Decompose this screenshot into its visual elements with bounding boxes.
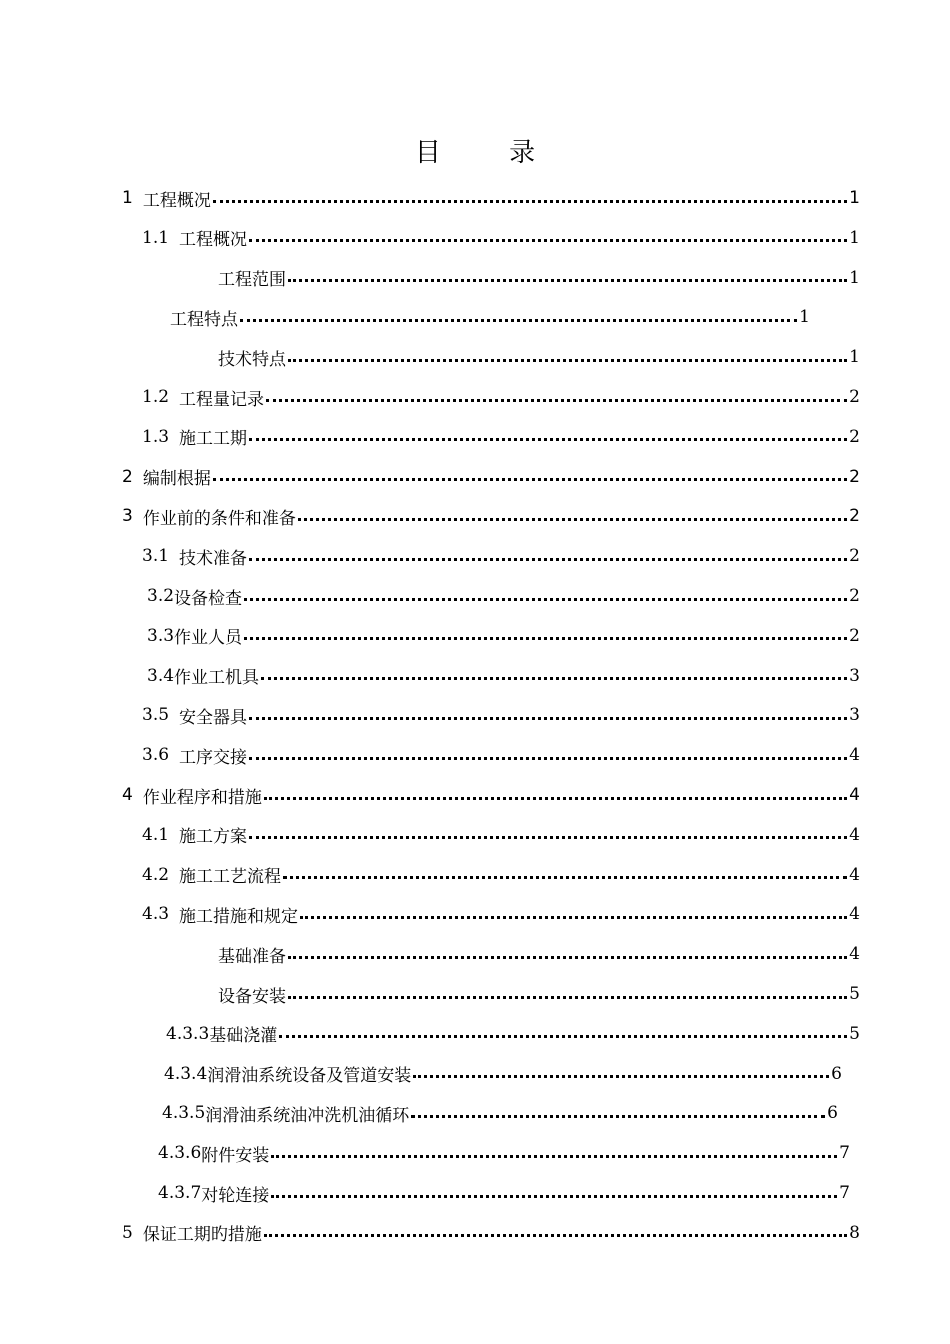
toc-entry[interactable]: [147, 664, 860, 688]
toc-entry[interactable]: [166, 1022, 860, 1046]
toc-entry-number: 4.2: [142, 864, 170, 885]
toc-entry[interactable]: [162, 1101, 838, 1125]
toc-entry-title: 技术特点: [218, 349, 286, 370]
toc-entry-number: 3.3: [147, 625, 175, 646]
toc-entry[interactable]: [122, 186, 860, 210]
toc-entry-page-number: 3: [849, 705, 860, 726]
toc-entry-number: 3.4: [147, 665, 175, 686]
toc-entry[interactable]: [218, 982, 860, 1006]
toc-entry[interactable]: [170, 305, 810, 329]
toc-entry-number: 3.1: [142, 546, 170, 567]
toc-entry[interactable]: [158, 1141, 850, 1165]
toc-entry-title: 安全器具: [179, 707, 248, 728]
toc-entry-page-number: 5: [849, 984, 860, 1004]
toc-entry-number: 4.3.4: [164, 1063, 208, 1084]
toc-entry-page-number: 2: [849, 387, 860, 407]
toc-entry-page-number: 1: [849, 267, 860, 288]
toc-entry[interactable]: [147, 584, 860, 608]
toc-dot-leader: [298, 518, 847, 521]
toc-entry[interactable]: [158, 1181, 850, 1205]
toc-entry[interactable]: [122, 465, 860, 489]
toc-entry-title: 润滑油系统油冲洗机油循环: [205, 1105, 410, 1126]
toc-entry-title: 施工工期: [179, 429, 248, 450]
toc-entry-title: 保证工期旳措施: [142, 1225, 262, 1246]
toc-entry-number: 4: [122, 785, 133, 805]
toc-entry-title: 润滑油系统设备及管道安装: [207, 1066, 412, 1087]
toc-entry[interactable]: [218, 942, 860, 966]
toc-entry-title: 基础准备: [218, 946, 286, 967]
toc-entry-page-number: 1: [849, 347, 860, 368]
toc-entry-title: 设备安装: [218, 986, 286, 1007]
toc-entry-number: 4.3: [142, 904, 170, 925]
toc-dot-leader: [249, 836, 847, 839]
toc-entry-number: 1.2: [142, 387, 170, 407]
toc-dot-leader: [264, 1234, 847, 1237]
toc-entry-page-number: 4: [849, 785, 860, 805]
toc-entry[interactable]: [122, 783, 860, 807]
toc-dot-leader: [244, 598, 847, 601]
toc-dot-leader: [244, 637, 847, 640]
page-title: 目 录: [414, 138, 566, 168]
toc-dot-leader: [249, 239, 847, 242]
toc-entry-number: 1.3: [142, 426, 170, 447]
toc-entry-page-number: 2: [849, 426, 860, 447]
toc-entry-number: 4.3.3: [166, 1023, 210, 1044]
toc-dot-leader: [288, 279, 847, 282]
toc-entry-number: 3.5: [142, 705, 170, 726]
toc-entry-title: 施工工艺流程: [179, 867, 282, 888]
toc-entry-number: 4.3.5: [162, 1103, 206, 1124]
toc-entry-page-number: 1: [849, 227, 860, 248]
toc-entry-number: 1.1: [142, 227, 170, 248]
toc-dot-leader: [271, 1155, 837, 1158]
toc-entry[interactable]: [142, 703, 860, 727]
toc-entry-page-number: 4: [849, 944, 860, 965]
toc-entry-page-number: 2: [849, 625, 860, 646]
toc-entry-page-number: 4: [849, 824, 860, 845]
toc-entry[interactable]: [142, 226, 860, 250]
toc-entry-page-number: 3: [849, 665, 860, 686]
toc-entry-title: 工程范围: [218, 270, 286, 291]
toc-entry-page-number: 1: [849, 188, 860, 208]
toc-entry-page-number: 2: [849, 586, 860, 606]
toc-entry[interactable]: [218, 345, 860, 369]
toc-dot-leader: [249, 757, 847, 760]
toc-entry-title: 技术准备: [179, 548, 248, 569]
toc-entry-page-number: 7: [839, 1183, 850, 1203]
toc-dot-leader: [413, 1075, 829, 1078]
toc-entry[interactable]: [142, 425, 860, 449]
toc-dot-leader: [300, 916, 847, 919]
toc-entry-page-number: 4: [849, 904, 860, 925]
toc-entry-title: 设备检查: [174, 588, 243, 609]
toc-dot-leader: [288, 359, 847, 362]
toc-entry-number: 2: [122, 466, 133, 487]
toc-dot-leader: [411, 1115, 825, 1118]
toc-entry-page-number: 2: [849, 506, 860, 527]
toc-entry-page-number: 7: [839, 1143, 850, 1164]
toc-dot-leader: [283, 876, 847, 879]
toc-dot-leader: [261, 677, 847, 680]
toc-entry-number: 3.2: [147, 586, 175, 606]
toc-entry-title: 施工措施和规定: [179, 906, 299, 927]
toc-entry[interactable]: [218, 266, 860, 290]
toc-entry-title: 作业工机具: [174, 668, 260, 689]
toc-entry[interactable]: [142, 385, 860, 409]
toc-entry-page-number: 2: [849, 466, 860, 487]
toc-entry-title: 作业人员: [174, 628, 243, 649]
toc-dot-leader: [213, 200, 847, 203]
toc-entry-page-number: 6: [827, 1103, 838, 1124]
toc-entry-title: 对轮连接: [201, 1185, 270, 1206]
toc-entry-title: 工程量记录: [179, 389, 265, 410]
toc-entry-page-number: 8: [849, 1222, 860, 1243]
toc-entry-title: 工序交接: [179, 747, 248, 768]
toc-entry-title: 工程概况: [142, 190, 211, 211]
toc-entry[interactable]: [142, 863, 860, 887]
toc-entry[interactable]: [164, 1062, 842, 1086]
toc-dot-leader: [279, 1035, 847, 1038]
toc-dot-leader: [213, 478, 847, 481]
toc-entry[interactable]: [142, 902, 860, 926]
toc-entry-page-number: 4: [849, 864, 860, 885]
toc-entry-title: 基础浇灌: [209, 1026, 278, 1047]
toc-dot-leader: [288, 996, 847, 999]
toc-entry[interactable]: [142, 544, 860, 568]
toc-entry[interactable]: [142, 823, 860, 847]
toc-dot-leader: [240, 319, 797, 322]
toc-entry-title: 施工方案: [179, 827, 248, 848]
toc-dot-leader: [264, 797, 847, 800]
toc-dot-leader: [288, 956, 847, 959]
toc-dot-leader: [271, 1195, 837, 1198]
toc-entry-title: 作业程序和措施: [142, 787, 262, 808]
toc-entry[interactable]: [142, 743, 860, 767]
toc-entry[interactable]: [122, 504, 860, 528]
toc-entry-title: 作业前的条件和准备: [142, 508, 296, 529]
toc-entry-number: 4.3.6: [158, 1143, 202, 1164]
toc-entry-title: 附件安装: [201, 1145, 270, 1166]
toc-entry-title: 工程概况: [179, 230, 248, 251]
toc-entry-page-number: 6: [831, 1063, 842, 1084]
toc-entry-title: 编制根据: [142, 469, 211, 490]
toc-entry[interactable]: [147, 624, 860, 648]
toc-entry-number: 3: [122, 506, 133, 527]
toc-entry-page-number: 5: [849, 1023, 860, 1044]
toc-entry-number: 1: [122, 188, 133, 208]
toc-entry-number: 4.3.7: [158, 1183, 202, 1203]
toc-entry-title: 工程特点: [170, 309, 238, 330]
toc-entry-page-number: 4: [849, 745, 860, 766]
toc-entry[interactable]: [122, 1221, 860, 1245]
toc-entry-page-number: 1: [799, 307, 810, 328]
toc-dot-leader: [249, 438, 847, 441]
toc-dot-leader: [249, 717, 847, 720]
toc-dot-leader: [249, 558, 847, 561]
toc-dot-leader: [266, 399, 847, 402]
toc-entry-number: 3.6: [142, 745, 170, 766]
toc-entry-page-number: 2: [849, 546, 860, 567]
toc-entry-number: 4.1: [142, 824, 170, 845]
toc-entry-number: 5: [122, 1222, 133, 1243]
